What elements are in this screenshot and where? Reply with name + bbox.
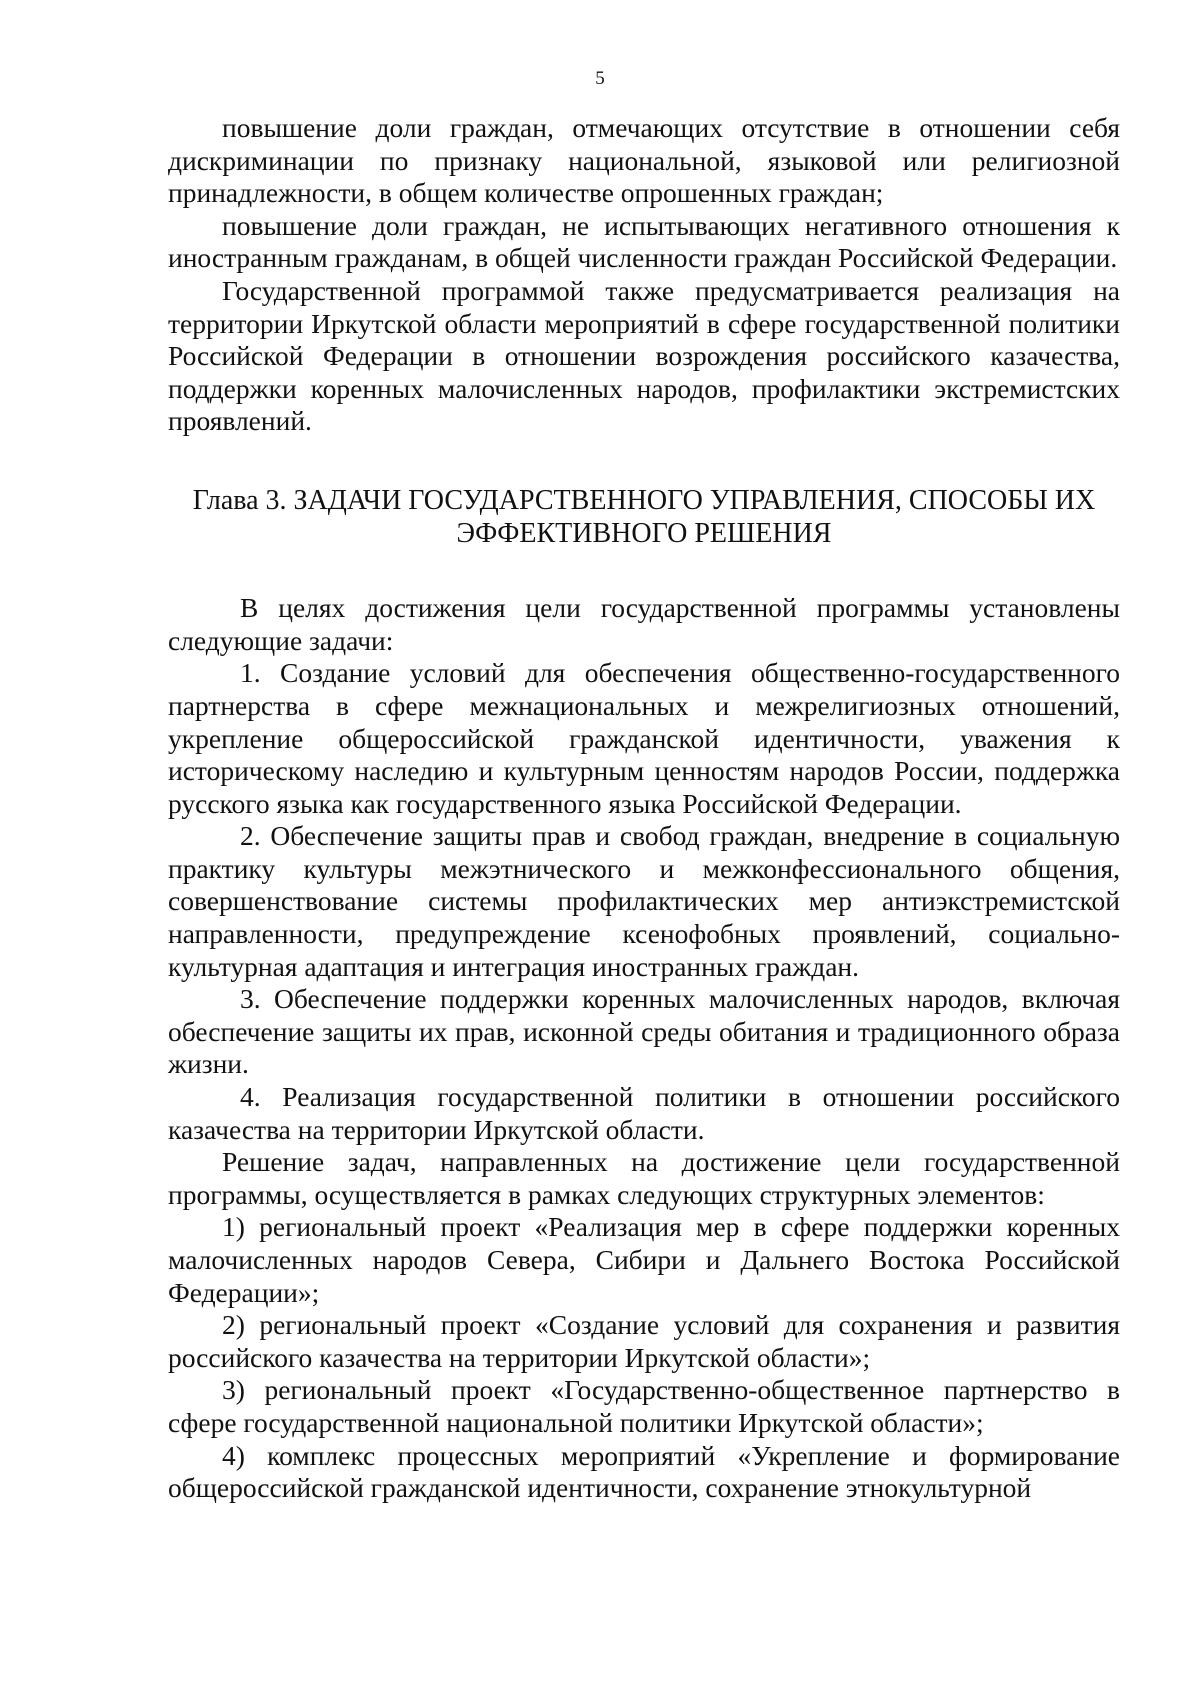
element-item-4: 4) комплекс процессных мероприятий «Укрепление и формирование общероссийской гражданской идентичности, сохранение этнокультурной [168,1439,1120,1504]
elements-intro-paragraph: Решение задач, направленных на достижение цели государственной программы, осуществляется в рамках следующих структурных элементов: [168,1146,1120,1210]
element-item-1: 1) региональный проект «Реализация мер в сфере поддержки коренных малочисленных народов Севера, Сибири и Дальнего Востока Российской Федерации»; [168,1211,1120,1308]
intro-paragraph-3: Государственной программой также предусматривается реализация на территории Иркутской области мероприятий в сфере государственной политики Российской Федерации в отношении возрождения российского казачества, поддержки коренных малочисленных народов, профилактики экстремистских проявлений. [168,274,1120,437]
intro-paragraph-1: повышение доли граждан, отмечающих отсутствие в отношении себя дискриминации по признаку национальной, языковой или религиозной принадлежности, в общем количестве опрошенных граждан; [168,112,1120,209]
task-item-2: 2. Обеспечение защиты прав и свобод граждан, внедрение в социальную практику культуры межэтнического и межконфессионального общения, совершенствование системы профилактических мер антиэкстремистской направленности, предупреждение ксенофобных проявлений, социально-культурная адаптация и интеграция иностранных граждан. [168,820,1120,982]
task-item-1: 1. Создание условий для обеспечения общественно-государственного партнерства в сфере межнациональных и межрелигиозных отношений, укрепление общероссийской гражданской идентичности, уважения к историческому наследию и культурным ценностям народов России, поддержка русского языка как государственного языка Российской Федерации. [168,657,1120,819]
task-item-4: 4. Реализация государственной политики в отношении российского казачества на территории Иркутской области. [168,1081,1120,1145]
element-item-2: 2) региональный проект «Создание условий для сохранения и развития российского казачества на территории Иркутской области»; [168,1309,1120,1373]
chapter-heading [168,485,1120,550]
element-item-3: 3) региональный проект «Государственно-общественное партнерство в сфере государственной национальной политики Иркутской области»; [168,1374,1120,1438]
document-body [168,112,1120,1505]
chapter-heading-line-2: ЭФФЕКТИВНОГО РЕШЕНИЯ [456,517,832,549]
task-item-3: 3. Обеспечение поддержки коренных малочисленных народов, включая обеспечение защиты их прав, исконной среды обитания и традиционного образа жизни. [168,983,1120,1080]
intro-paragraph-2: повышение доли граждан, не испытывающих негативного отношения к иностранным гражданам, в общей численности граждан Российской Федерации. [168,209,1120,274]
chapter-heading-line-1: Глава 3. ЗАДАЧИ ГОСУДАРСТВЕННОГО УПРАВЛЕНИЯ, СПОСОБЫ ИХ [192,484,1096,516]
page-number: 5 [595,68,605,89]
tasks-intro-paragraph: В целях достижения цели государственной программы установлены следующие задачи: [168,592,1120,656]
